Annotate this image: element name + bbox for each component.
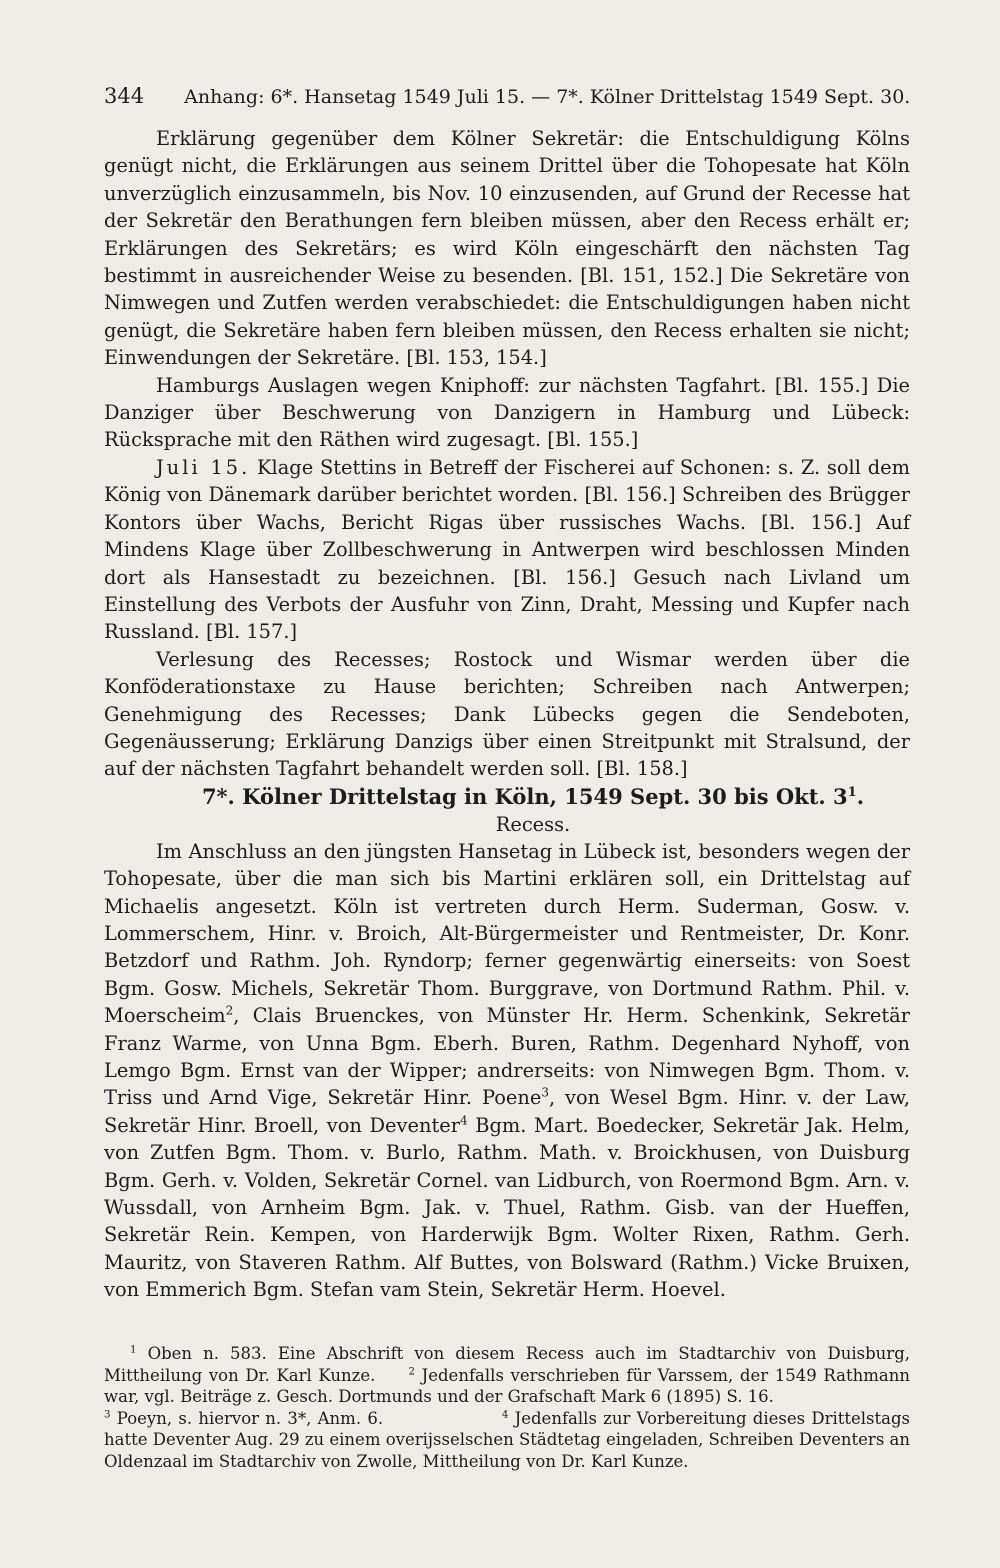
section-heading: 7*. Kölner Drittelstag in Köln, 1549 Sept. 30 bis Okt. $3^1$. xyxy=(201,783,865,809)
main-text xyxy=(104,125,910,1304)
page-number: 344 xyxy=(104,84,145,108)
paragraph-hamburg: Hamburgs Auslagen wegen Kniphoff: zur nächsten Tagfahrt. [Bl. 155.] Die Danziger über Beschwerung von Danzigern in Hamburg und Lübeck: Rücksprache mit den Räthen wird zugesagt. [Bl. 155.] xyxy=(104,373,910,452)
footnote-ref: 4 xyxy=(459,1113,468,1128)
attendance-text-4: Bgm. Mart. Boedecker, Sekretär Jak. Helm, von Zutfen Bgm. Thom. v. Burlo, Rathm. Math. v. Broickhusen, von Duisburg Bgm. Gerh. v. Volden, Sekretär Cornel. van Lidburch, von Roermond Bgm. Arn. v. Wussdall, von Arnheim Bgm. Jak. v. Thuel, Rathm. Gisb. van der Hueffen, Sekretär Rein. Kempen, von Harderwijk Bgm. Wolter Rixen, Rathm. Gerh. Mauritz, von Staveren Rathm. Alf Buttes, von Bolsward (Rathm.) Vicke Bruixen, von Emmerich Bgm. Stefan vam Stein, Sekretär Herm. Hoevel. xyxy=(104,1113,910,1302)
footnote-ref: 1 xyxy=(847,784,857,800)
footnote-text: Oben n. 583. Eine Abschrift von diesem Recess auch im Stadtarchiv von Duisburg, Mittheilung von Dr. Karl Kunze. xyxy=(104,1344,910,1385)
footnote-mark: 2 xyxy=(408,1366,415,1377)
footnote-4-text: Jedenfalls zur Vorbereitung dieses Drittelstags hatte Deventer Aug. 29 zu einem overijsselschen Städtetag eingeladen, Schreiben Deventers an Oldenzaal im Stadtarchiv von Zwolle, Mittheilung von Dr. Karl Kunze. xyxy=(104,1408,911,1471)
footnote-mark: 1 xyxy=(130,1344,137,1356)
paragraph-declaration: Erklärung gegenüber dem Kölner Sekretär: die Entschuldigung Kölns genügt nicht, die Erklärungen aus seinem Drittel über die Tohopesate hat Köln unverzüglich einzusammeln, bis Nov. 10 einzusenden, auf Grund der Recesse hat der Sekretär den Berathungen fern bleiben müssen, aber den Recess erhält er; Erklärungen des Sekretärs; es wird Köln eingeschärft den nächsten Tag bestimmt in ausreichender Weise zu besenden. [Bl. 151, 152.] Die Sekretäre von Nimwegen und Zutfen werden verabschiedet: die Entschuldigungen haben nicht genügt, die Sekretäre haben fern bleiben müssen, den Recess erhalten sie nicht; Einwendungen der Sekretäre. [Bl. 153, 154.] xyxy=(104,127,910,370)
footnote-mark: 4 xyxy=(501,1409,509,1420)
paragraph-juli-15-text: Klage Stettins in Betreff der Fischerei auf Schonen: s. Z. soll dem König von Dänemark darüber berichtet worden. [Bl. 156.] Schreiben des Brügger Kontors über Wachs, Bericht Rigas über russisches Wachs. [Bl. 156.] Auf Mindens Klage über Zollbeschwerung in Antwerpen wird beschlossen Minden dort als Hansestadt zu bezeichnen. [Bl. 156.] Gesuch nach Livland um Einstellung des Verbots der Ausfuhr von Zinn, Draht, Messing und Kupfer nach Russland. [Bl. 157.] xyxy=(104,455,910,644)
footnote-ref: 2 xyxy=(225,1003,234,1018)
footnote-2-text: Jedenfalls verschrieben für Varssem, der 1549 Rathmann war, vgl. Beiträge z. Gesch. Dortmunds und der Grafschaft Mark 6 (1895) S. 16. xyxy=(104,1365,910,1406)
running-head xyxy=(104,84,914,109)
footnote-ref: 3 xyxy=(541,1085,549,1100)
footnote-1 xyxy=(104,1343,910,1408)
footnotes xyxy=(104,1343,910,1472)
attendance-text-3: , von Wesel Bgm. Hinr. v. der Law, Sekretär Hinr. Broell, von Deventer xyxy=(104,1086,910,1137)
attendance-text-2: , Clais Bruenckes, von Münster Hr. Herm. Schenkink, Sekretär Franz Warme, von Unna Bgm. Eberh. Buren, Rathm. Degenhard Nyhoff, von Lemgo Bgm. Ernst van der Wipper; andrerseits: von Nimwegen Bgm. Thom. v. Triss und Arnd Vige, Sekretär Hinr. Poene xyxy=(104,1004,910,1110)
paragraph-recess-reading: Verlesung des Recesses; Rostock und Wismar werden über die Konföderationstaxe zu Hause berichten; Schreiben nach Antwerpen; Genehmigung des Recesses; Dank Lübecks gegen die Sendeboten, Gegenäusserung; Erklärung Danzigs über einen Streitpunkt mit Stralsund, der auf der nächsten Tagfahrt behandelt werden soll. [Bl. 158.] xyxy=(104,647,910,781)
running-head-title: Anhang: 6*. Hansetag 1549 Juli 15. — 7*. Kölner Drittelstag 1549 Sept. 30. xyxy=(184,86,911,108)
footnote-3 xyxy=(104,1408,910,1473)
section-subheading: Recess. xyxy=(495,812,571,836)
section-heading-text: 7*. Kölner Drittelstag in Köln, 1549 Sept. 30 bis Okt. 3 xyxy=(201,783,848,809)
attendance-text-1: Im Anschluss an den jüngsten Hansetag in Lübeck ist, besonders wegen der Tohopesate, über die man sich bis Martini erklären soll, ein Drittelstag auf Michaelis angesetzt. Köln ist vertreten durch Herm. Suderman, Gosw. v. Lommerschem, Hinr. v. Broich, Alt-Bürgermeister und Rentmeister, Dr. Konr. Betzdorf und Rathm. Joh. Ryndorp; ferner gegenwärtig einerseits: von Soest Bgm. Gosw. Michels, Sekretär Thom. Burggrave, von Dortmund Rathm. Phil. v. Moerscheim xyxy=(104,839,910,1028)
footnote-mark: 3 xyxy=(104,1409,111,1420)
date-label: Juli 15. xyxy=(156,455,251,479)
paragraph-attendance xyxy=(104,838,910,1304)
footnote-text: Poeyn, s. hiervor n. 3*, Anm. 6. xyxy=(116,1408,384,1428)
paragraph-juli-15 xyxy=(104,454,910,646)
